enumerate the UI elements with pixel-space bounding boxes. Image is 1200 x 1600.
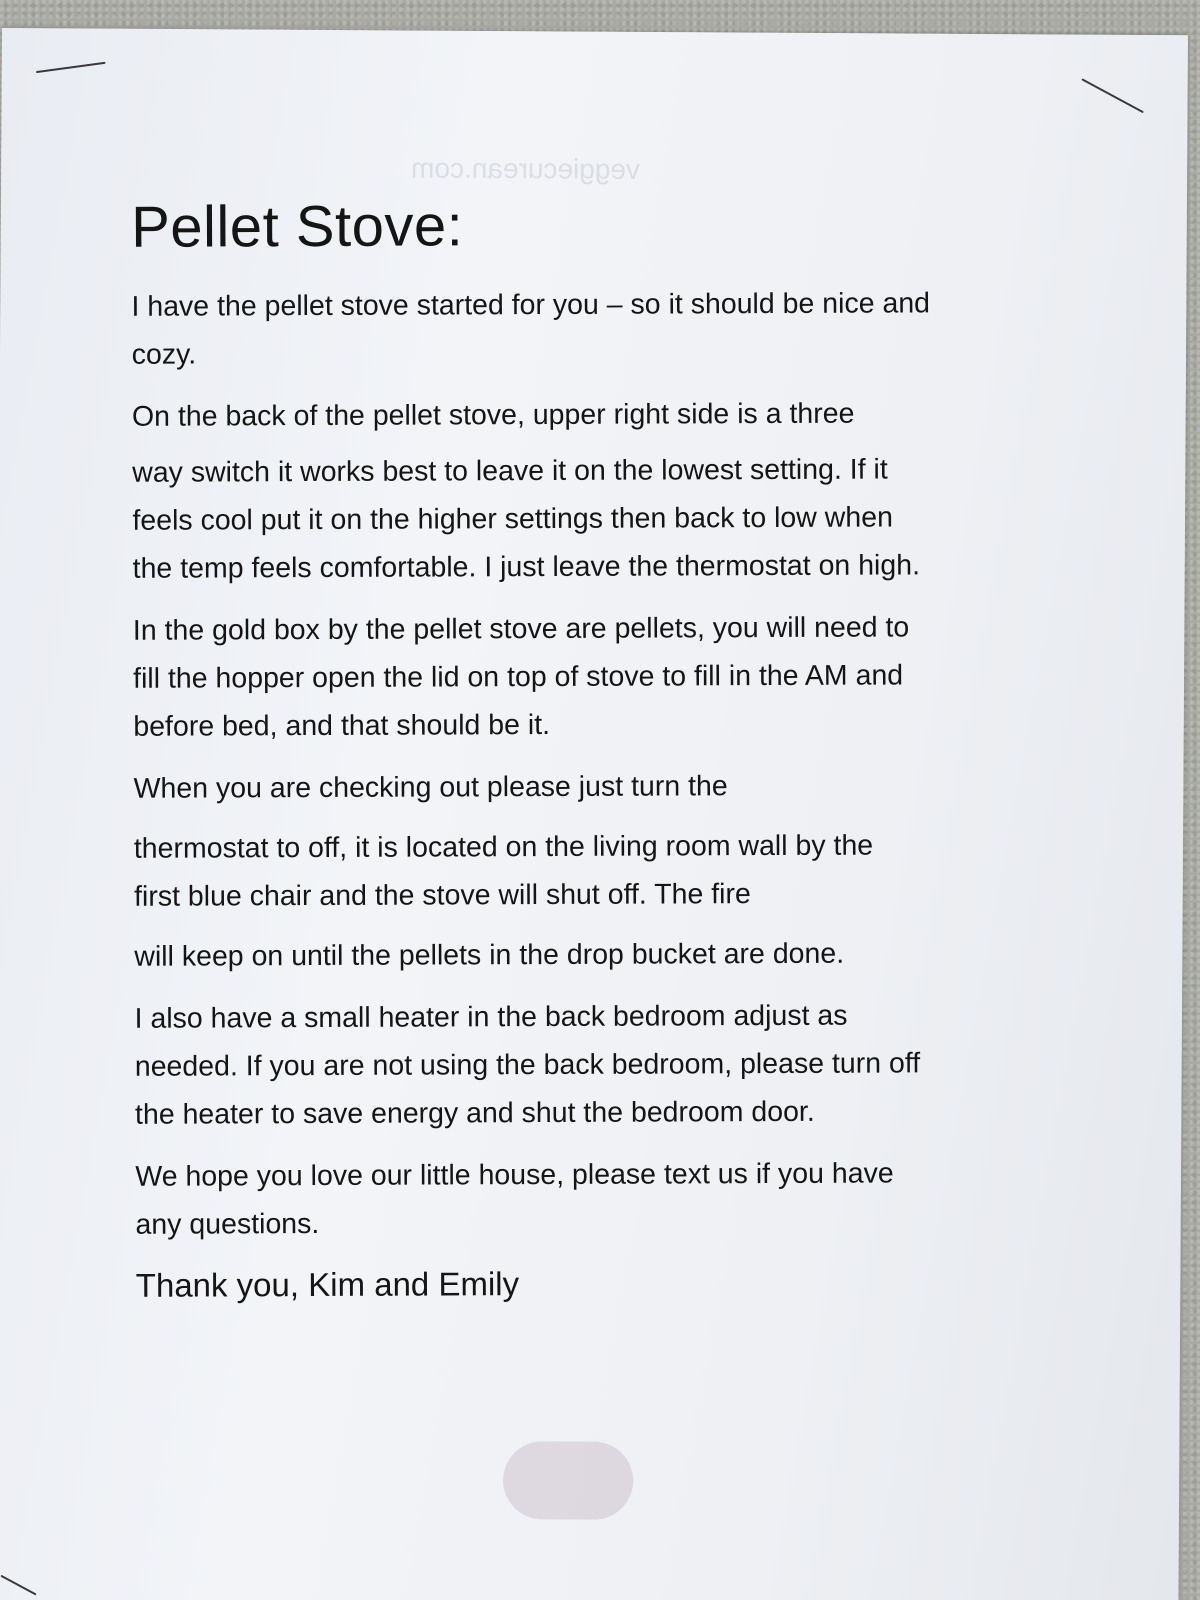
text-line: the temp feels comfortable. I just leave the thermostat on high. — [132, 549, 921, 585]
text-line: thermostat to off, it is located on the living room wall by the — [133, 829, 874, 865]
paragraph-closing — [135, 1149, 1055, 1249]
text-line: We hope you love our little house, please text us if you have — [135, 1157, 894, 1193]
text-line: cozy. — [131, 338, 197, 371]
text-line: fill the hopper open the lid on top of stove to fill in the AM and — [133, 659, 904, 695]
staple-mark-top-left — [36, 62, 106, 73]
paragraph-checkout — [133, 761, 1054, 981]
text-line: before bed, and that should be it. — [133, 708, 551, 743]
paragraph-stove-started — [131, 279, 1051, 379]
text-line: On the back of the pellet stove, upper right side is a three — [131, 397, 855, 433]
bleed-through-button-shape — [503, 1441, 633, 1520]
text-line: In the gold box by the pellet stove are pellets, you will need to — [132, 611, 910, 647]
text-line: first blue chair and the stove will shut off. The fire — [133, 878, 751, 913]
text-line: I have the pellet stove started for you – so it should be nice and — [131, 287, 931, 323]
paragraph-pellets — [133, 603, 1054, 751]
text-line: feels cool put it on the higher settings then back to low when — [132, 501, 893, 537]
text-line: I also have a small heater in the back bedroom adjust as — [134, 999, 848, 1035]
text-line: way switch it works best to leave it on the lowest setting. If it — [132, 453, 888, 489]
bleed-through-url: veggiecurean.com — [411, 152, 641, 185]
staple-mark-top-right — [1081, 78, 1144, 113]
note-content — [131, 190, 1056, 1305]
text-line: the heater to save energy and shut the bedroom door. — [134, 1095, 815, 1131]
text-line: When you are checking out please just turn the — [133, 770, 728, 805]
paper-sheet — [0, 28, 1188, 1600]
staple-mark-bottom-left — [0, 1575, 36, 1596]
text-line: any questions. — [135, 1207, 320, 1241]
text-line: will keep on until the pellets in the drop bucket are done. — [134, 937, 845, 973]
note-title: Pellet Stove: — [130, 193, 464, 260]
paragraph-heater — [134, 991, 1055, 1139]
paragraph-switch — [132, 389, 1053, 593]
signature: Thank you, Kim and Emily — [135, 1265, 520, 1304]
text-line: needed. If you are not using the back bedroom, please turn off — [134, 1047, 921, 1083]
